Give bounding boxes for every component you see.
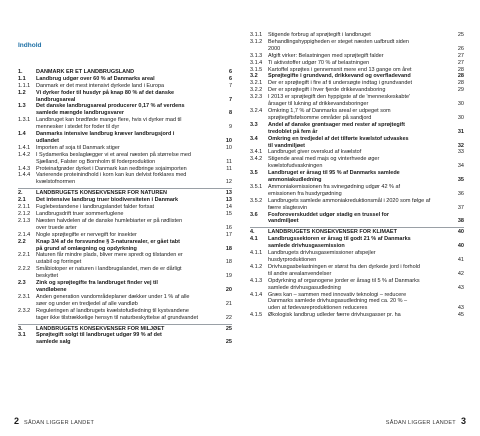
toc-entry-title: samlede salg [36,339,71,346]
toc-entry-page: 45 [457,312,464,319]
toc-entry-number: 2.2 [18,238,26,245]
toc-entry-page: 9 [228,124,232,131]
toc-entry-number: 1.4 [18,131,26,138]
toc-entry-title: Sjælland, Falster og Bornholm til foderproduktion [36,158,156,165]
toc-entry-title: mennesker i stedet for foder til dyr [36,124,120,131]
toc-entry-title: uden at fødevareproduktionen reduceres [268,305,368,312]
toc-entry[interactable] [250,285,464,292]
toc-entry-number: 4. [250,229,255,236]
toc-entry-page: 25 [225,339,232,346]
toc-entry[interactable] [18,179,232,186]
toc-entry-number: 2.1 [18,197,26,204]
toc-entry-page: 11 [226,165,232,172]
toc-entry-title: Behandlingshyppigheden er steget næsten uafbrudt siden [268,38,409,45]
toc-entry-number: 4.1.5 [250,312,263,319]
toc-entry-number: 1.1.1 [18,82,31,89]
toc-entry-title: Kartoffel sprøjtes i gennemsnit mere end 13 gange om året [268,66,412,73]
toc-entry-title: Danmarks intensive landbrug kræver landbrugsjord i [36,131,175,138]
toc-entry-number: 2.3.2 [18,307,31,314]
toc-entry-number: 2. [18,190,23,197]
toc-entry-title: til andre arealanvendelser [268,270,332,277]
toc-entry-number: 3.1.2 [250,38,263,45]
toc-entry-number: 2.2.2 [18,266,31,273]
toc-entry-page: 7 [228,82,232,89]
toc-entry-title: Proteinafgrøder dyrket i Danmark kan nedbringe sojaimporten [36,165,187,172]
toc-entry[interactable] [18,117,232,124]
toc-entry[interactable] [18,124,232,131]
spacer [18,62,232,69]
toc-entry-page: 17 [225,231,232,238]
toc-left-column [18,62,232,346]
toc-entry-title: Der er sprøjtegift i fire af ti undersøgte indtag i grundvandet [268,80,412,87]
toc-entry-number: 1.4.2 [18,151,31,158]
toc-entry-page: 7 [228,96,232,103]
toc-entry[interactable] [18,225,232,232]
toc-entry[interactable] [250,264,464,271]
toc-entry-number: 3.3 [250,121,258,128]
toc-entry-page: 8 [228,110,232,117]
toc-entry-page: 14 [225,204,232,211]
toc-entry-page: 43 [457,305,464,312]
toc-entry-title: Ti aktivstoffer udgør 70 % af belastningen [268,59,370,66]
toc-entry-page: 18 [225,245,232,252]
toc-entry[interactable] [250,80,464,87]
toc-entry[interactable] [250,243,464,250]
toc-entry-title: landbrugsareal [36,96,76,103]
toc-entry-number: 1.4.4 [18,172,31,179]
toc-entry-page: 37 [457,204,464,211]
toc-entry[interactable] [250,39,464,46]
toc-entry-title: Andel af danske grøntsager med rester af sprøjtegift [268,121,405,128]
toc-entry-title: Det danske landbrugsareal producerer 0,17 % af verdens [36,103,185,110]
toc-entry-number: 3.6 [250,211,258,218]
toc-entry-number: 1.1 [18,75,26,82]
toc-entry-number: 2.1.3 [18,217,31,224]
toc-entry[interactable] [18,197,232,204]
toc-entry[interactable] [18,218,232,225]
toc-entry-page: 20 [225,286,232,293]
toc-entry-title: søer og under en tredjedel af alle vandløb [36,300,138,307]
toc-entry-title: samlede mængde landbrugsvarer [36,110,125,117]
toc-entry-number: 4.1.1 [250,250,263,257]
toc-entry-title: ustabil og forringet [36,259,82,266]
toc-entry-title: Landbrugets samlede ammoniakreduktionsmål i 2020 som følge af [268,197,431,204]
toc-entry-title: LANDBRUGETS KONSEKVENSER FOR KLIMAET [268,229,397,236]
toc-entry-title: Fuglebestandene i landbrugslandet falder fortsat [36,204,155,211]
toc-entry-title: vandløbene [36,286,67,293]
toc-entry[interactable] [250,250,464,257]
toc-entry[interactable] [18,83,232,90]
toc-entry[interactable] [18,294,232,301]
toc-entry[interactable] [250,143,464,150]
toc-entry-page: 10 [225,137,232,144]
footer-right [386,416,466,426]
toc-entry-title: samlede drivhusgasemission [268,243,345,250]
toc-entry-page: 19 [225,273,232,280]
toc-entry[interactable] [250,177,464,184]
toc-entry[interactable] [18,232,232,239]
toc-entry-title: husdyrproduktionen [268,257,317,263]
toc-entry-title: Sprøjtegifte i grundvand, drikkevand og overfladevand [268,73,411,80]
toc-entry-number: 3. [18,325,23,332]
toc-entry[interactable] [250,122,464,129]
toc-entry[interactable] [18,90,232,97]
toc-entry-page: 40 [457,229,464,236]
toc-entry-title: 2000 [268,45,281,52]
toc-entry-title: Landbruget er årsag til 95 % af Danmarks samlede [268,170,400,177]
toc-entry-title: tredoblet på fem år [268,128,318,135]
toc-entry-page: 41 [457,257,464,263]
toc-entry[interactable] [18,138,232,145]
toc-entry[interactable] [18,273,232,280]
toc-entry[interactable] [18,110,232,117]
toc-entry-title: Økologisk landbrug udleder færre drivhusgasser pr. ha [268,312,401,319]
toc-entry-title: færre slagtesvin [268,204,308,211]
toc-entry[interactable] [250,271,464,278]
toc-entry[interactable] [250,115,464,122]
toc-entry-number: 3.1.5 [250,66,263,73]
toc-entry[interactable] [250,298,464,305]
toc-entry-number: 1.4.3 [18,165,31,172]
toc-entry-page: 12 [225,179,232,186]
toc-entry-title: Småbiotoper er naturen i landbrugslandet, men de er dårligt [36,266,182,273]
toc-entry-page: 6 [228,75,232,82]
toc-entry-page: 21 [225,300,232,307]
toc-entry[interactable] [250,305,464,312]
toc-entry-title: tager ikke tilstrækkelige hensyn til naturbeskyttelse af grundvandet [36,314,199,321]
toc-entry[interactable] [18,239,232,246]
page-number-right: 3 [460,416,466,426]
toc-entry[interactable] [250,312,464,319]
toc-entry-page: 33 [457,149,464,156]
toc-entry[interactable] [250,184,464,191]
toc-entry-page: 31 [457,128,464,135]
toc-entry-title: Omkring en tredjedel af det tilførte kvælstof udvaskes [268,135,409,142]
toc-entry-title: ammoniakudledning [268,177,322,184]
toc-entry-title: Stigende forbrug af sprøjtegift i landbruget [268,32,371,38]
toc-entry-number: 3.5 [250,170,258,177]
toc-entry-page: 43 [457,284,464,291]
toc-entry-number: 3.2.4 [250,107,263,114]
toc-entry[interactable] [18,190,232,197]
toc-entry[interactable] [18,152,232,159]
toc-entry[interactable] [250,87,464,94]
toc-entry-title: Importen af soja til Danmark stiger [36,144,120,151]
toc-entry-number: 4.1.4 [250,291,263,298]
toc-entry[interactable] [250,198,464,205]
toc-entry-number: 3.5.1 [250,183,263,190]
toc-entry-title: Landbruget giver overskud af kvælstof [268,149,362,156]
toc-entry-page: 29 [457,87,464,94]
toc-entry[interactable] [18,287,232,294]
toc-entry-title: årsager til lukning af drikkevandsboringer [268,101,369,108]
toc-entry-number: 4.1 [250,236,258,243]
toc-entry-title: LANDBRUGETS KONSEKVENSER FOR MILJØET [36,325,165,332]
toc-entry[interactable] [18,315,232,322]
toc-entry[interactable] [18,69,232,76]
toc-entry-title: Vi dyrker foder til husdyr på knap 80 % af det danske [36,89,175,96]
toc-entry[interactable] [18,326,232,333]
toc-entry[interactable] [18,172,232,179]
footer-right-label: SÅDAN LIGGER LANDET [385,420,456,426]
toc-entry[interactable] [250,60,464,67]
toc-entry[interactable] [250,136,464,143]
toc-entry-number: 3.4.2 [250,156,263,163]
toc-entry[interactable] [18,159,232,166]
toc-entry[interactable] [250,212,464,219]
toc-entry-page: 38 [457,218,464,225]
toc-entry[interactable] [250,73,464,80]
toc-entry[interactable] [250,170,464,177]
toc-entry-title: emissionen fra husdyrgødning [268,190,342,197]
toc-entry-title: Det intensive landbrug truer biodiversiteten i Danmark [36,197,179,204]
toc-entry-number: 3.5.2 [250,197,263,204]
toc-entry-number: 3.1.3 [250,52,263,59]
toc-entry-page: 16 [225,224,232,231]
toc-entry-number: 3.1.1 [250,32,263,38]
toc-entry-number: 3.1 [18,332,26,339]
toc-entry-title: Landbrugets drivhusgasemissioner afspejler [268,250,376,257]
toc-entry-number: 4.1.3 [250,277,263,284]
toc-entry[interactable] [250,278,464,285]
toc-entry-page: 42 [457,270,464,277]
toc-entry-page: 13 [225,197,232,204]
toc-entry-title: på grund af omlægning og opdyrkning [36,245,137,252]
toc-entry-number: 1.3.1 [18,117,31,124]
toc-entry-page: 28 [457,80,464,87]
toc-entry-title: Fosforoverskuddet udgør stadig en trussel for [268,211,390,218]
toc-entry-number: 3.1.4 [250,59,263,66]
toc-entry[interactable] [250,236,464,243]
section-divider [250,227,464,228]
toc-entry[interactable] [18,76,232,83]
toc-entry-page: 13 [225,190,232,197]
toc-entry-title: kvælstofudvaskningen [268,163,323,170]
toc-entry-number: 3.2.3 [250,94,263,101]
toc-entry-page: 27 [457,52,464,59]
toc-entry-number: 2.1.2 [18,211,31,218]
toc-entry[interactable] [18,131,232,138]
toc-entry-title: Reguleringen af landbrugets kvælstofudledning til kystvandene [36,307,189,314]
toc-entry-title: Næsten halvdelen af de danske humlebiarter er på rødlisten [36,217,183,224]
toc-entry-page: 36 [457,190,464,197]
toc-entry-title: Landbrugsdrift truer sommerfuglene [36,211,124,218]
toc-entry-title: Omkring 1,7 % af Danmarks areal er udpeget som [268,107,391,114]
toc-entry-number: 3.2 [250,73,258,80]
toc-entry[interactable] [250,53,464,60]
toc-entry[interactable] [250,257,464,264]
toc-entry-title: DANMARK ER ET LANDBRUGSLAND [36,68,135,75]
footer-left-label: SÅDAN LIGGER LANDET [24,420,95,426]
toc-entry[interactable] [18,204,232,211]
section-divider [18,324,232,325]
toc-entry[interactable] [18,103,232,110]
toc-entry-number: 2.2.1 [18,252,31,259]
right-page [240,0,480,436]
toc-entry-title: Græs kan – sammen med innovativ teknologi – reducere [268,291,407,298]
toc-entry-title: sprøjtegiftsfølsomme områder på sandjord [268,114,372,121]
toc-entry[interactable] [250,101,464,108]
toc-entry-title: kvælstofnormen [36,179,76,186]
toc-entry-title: beskyttet [36,273,59,280]
toc-entry-page: 28 [457,73,464,80]
toc-entry-page: 30 [457,114,464,121]
toc-entry[interactable] [250,67,464,74]
toc-entry-title: over truede arter [36,224,77,231]
toc-entry-page: 40 [457,243,464,250]
toc-entry-page: 11 [226,158,232,165]
toc-entry[interactable] [18,211,232,218]
toc-entry-page: 22 [225,314,232,321]
toc-entry-title: I 2013 er sprøjtegift den hyppigste af de 'menneskeskabte' [268,94,411,101]
toc-entry-number: 4.1.2 [250,263,263,270]
toc-entry-title: til vandmiljøet [268,142,305,149]
toc-entry-number: 3.4.1 [250,149,263,156]
toc-entry-page: 27 [457,59,464,66]
toc-entry[interactable] [18,280,232,287]
toc-entry-number: 2.3.1 [18,293,31,300]
toc-entry-number: 2.1.4 [18,231,31,238]
toc-entry-title: Afgift virker: Belastningen med sprøjtegift falder [268,52,384,59]
toc-entry-title: Naturen får mindre plads, bliver mere spredt og tilstanden er [36,252,183,259]
toc-entry-title: Opdyrkning af organogene jorder er årsag til 5 % af Danmarks [268,277,420,284]
toc-entry[interactable] [18,252,232,259]
toc-entry-page: 10 [225,144,232,151]
toc-entry-page: 28 [457,66,464,73]
toc-entry-title: Danmarks samlede drivhusgasudledning med ca. 20 % – [268,298,408,305]
toc-entry[interactable] [250,149,464,156]
toc-entry-title: Ammoniakemissionen fra svinegødning udgør 42 % af [268,183,401,190]
toc-heading: Indhold [18,42,42,49]
toc-entry[interactable] [250,191,464,198]
toc-entry-title: Stigende areal med majs og vinterhvede øger [268,156,380,163]
toc-entry-number: 3.2.1 [250,80,263,87]
toc-entry[interactable] [250,46,464,53]
toc-entry[interactable] [250,108,464,115]
toc-entry-page: 25 [457,32,464,38]
toc-entry-number: 1.3 [18,103,26,110]
toc-entry-title: Der er sprøjtegift i hver fjerde drikkevandsboring [268,87,386,94]
toc-right-column [250,32,464,319]
toc-entry[interactable] [250,156,464,163]
toc-entry-page: 18 [225,259,232,266]
toc-entry-title: samlede drivhusgasudledning [268,284,341,291]
toc-entry-number: 1.2 [18,89,26,96]
toc-entry-title: Anden generation vandområdeplaner dækker under 1 % af alle [36,293,190,300]
toc-entry-page: 30 [457,101,464,108]
toc-entry-title: Varierende proteinindhold i korn kan kun delvist forklares med [36,172,187,179]
toc-entry-title: Zink og sprøjtegifte fra landbruget finder vej til [36,280,158,287]
toc-entry-title: Landbrugssektoren er årsag til godt 21 % af Danmarks [268,236,411,243]
toc-entry-title: I Sydamerika beslaglægger vi et areal næsten på størrelse med [36,151,191,158]
toc-entry-number: 3.2.2 [250,87,263,94]
toc-entry-title: vandmiljøet [268,218,299,225]
toc-entry-page: 25 [225,325,232,332]
toc-entry[interactable] [18,97,232,104]
toc-entry-title: LANDBRUGETS KONSEKVENSER FOR NATUREN [36,190,167,197]
toc-entry[interactable] [18,308,232,315]
toc-entry-number: 2.3 [18,280,26,287]
toc-entry-title: Knap 3/4 af de forsvundne § 3-naturarealer, er gået tabt [36,238,180,245]
toc-entry-number: 1. [18,68,23,75]
toc-entry-page: 26 [457,45,464,52]
toc-entry-page: 6 [228,68,232,75]
toc-entry-number: 3.4 [250,135,258,142]
toc-entry-page: 35 [457,177,464,184]
toc-entry-title: Danmark er det mest intensivt dyrkede land i Europa [36,82,165,89]
toc-entry-title: Sprøjtegift solgt til landbruget udgør 99 % af det [36,332,162,339]
toc-entry-page: 15 [225,211,232,218]
toc-entry-number: 1.4.1 [18,144,31,151]
page-number-left: 2 [14,416,20,426]
toc-entry-title: udlandet [36,137,59,144]
toc-entry[interactable] [18,145,232,152]
toc-entry-title: Drivhusgasbelastningen er størst fra den dyrkede jord i forhold [268,263,420,270]
toc-entry-title: Landbruget kan brødføde mange flere, hvis vi dyrker mad til [36,117,182,124]
toc-entry[interactable] [250,32,464,39]
toc-entry[interactable] [18,266,232,273]
toc-entry[interactable] [250,218,464,225]
toc-entry-title: Landbrug udgør over 60 % af Danmarks areal [36,75,155,82]
toc-entry-number: 2.1.1 [18,204,31,211]
toc-entry-title: Nogle sprøjtegifte er nervegift for insekter [36,231,137,238]
toc-entry[interactable] [18,332,232,339]
toc-entry[interactable] [250,129,464,136]
toc-entry[interactable] [18,166,232,173]
toc-entry-page: 34 [457,163,464,170]
footer-left [14,416,94,426]
toc-entry-page: 32 [457,142,464,149]
toc-entry[interactable] [18,301,232,308]
toc-entry[interactable] [250,292,464,299]
toc-entry[interactable] [250,205,464,212]
toc-entry[interactable] [18,339,232,346]
section-divider [18,188,232,189]
